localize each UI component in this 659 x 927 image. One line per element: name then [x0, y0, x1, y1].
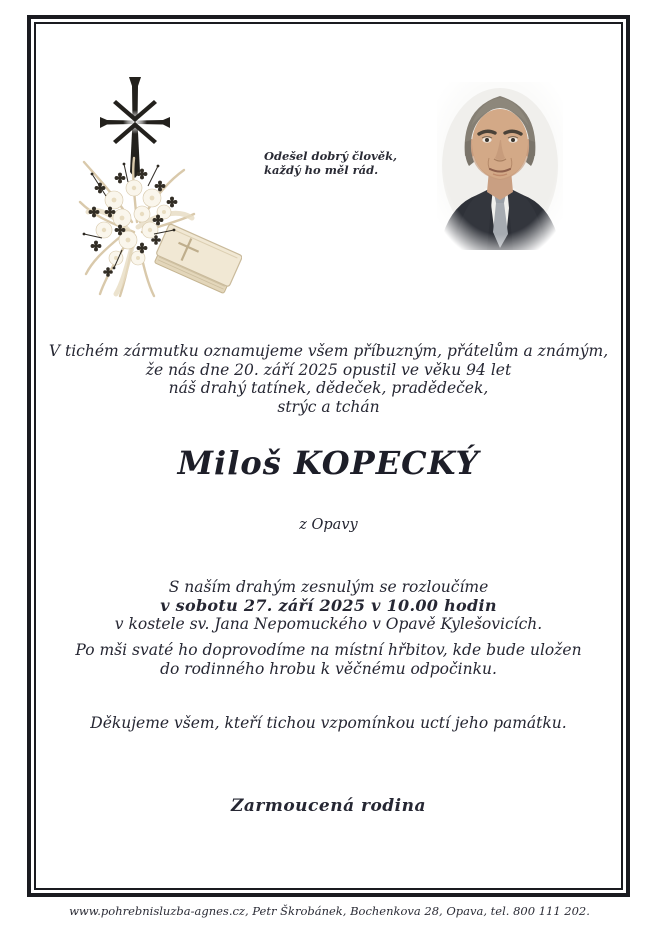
announcement-line-4: strýc a tchán	[277, 397, 380, 416]
announcement-line-3: náš drahý tatínek, dědeček, pradědeček,	[168, 379, 489, 397]
burial-line-2: do rodinného hrobu k věčnému odpočinku.	[160, 659, 497, 678]
thanks-text: Děkujeme všem, kteří tichou vzpomínkou uctí jeho památku.	[90, 714, 567, 732]
farewell-line-1: S naším drahým zesnulým se rozloučíme	[168, 578, 489, 596]
funeral-datetime: v sobotu 27. září 2025 v 10.00 hodin	[160, 595, 497, 615]
motto-line-2: každý ho měl rád.	[264, 163, 379, 177]
motto-text	[264, 149, 414, 177]
announcement-line-2: že nás dne 20. září 2025 opustil ve věku 94 let	[145, 360, 512, 379]
deceased-name: Miloš KOPECKÝ	[177, 444, 480, 482]
announcement-line-1: V tichém zármutku oznamujeme všem příbuzným, přátelům a známým,	[48, 342, 609, 360]
farewell-text	[27, 578, 630, 634]
family-signature: Zarmoucená rodina	[230, 796, 427, 816]
funeral-home-footer: www.pohrebnisluzba-agnes.cz, Petr Škrobánek, Bochenkova 28, Opava, tel. 800 111 202.	[69, 904, 590, 918]
bible-icon	[153, 223, 242, 294]
motto-line-1: Odešel dobrý člověk,	[264, 149, 398, 163]
cross-with-bouquet-and-bible-icon	[62, 62, 242, 302]
burial-line-1: Po mši svaté ho doprovodíme na místní hřbitov, kde bude uložen	[75, 641, 582, 659]
deceased-portrait-photo	[437, 82, 563, 250]
burial-text	[27, 641, 630, 678]
announcement-text	[27, 342, 630, 416]
deceased-origin: z Opavy	[299, 517, 358, 533]
funeral-location: v kostele sv. Jana Nepomuckého v Opavě Kylešovicích.	[114, 615, 543, 633]
